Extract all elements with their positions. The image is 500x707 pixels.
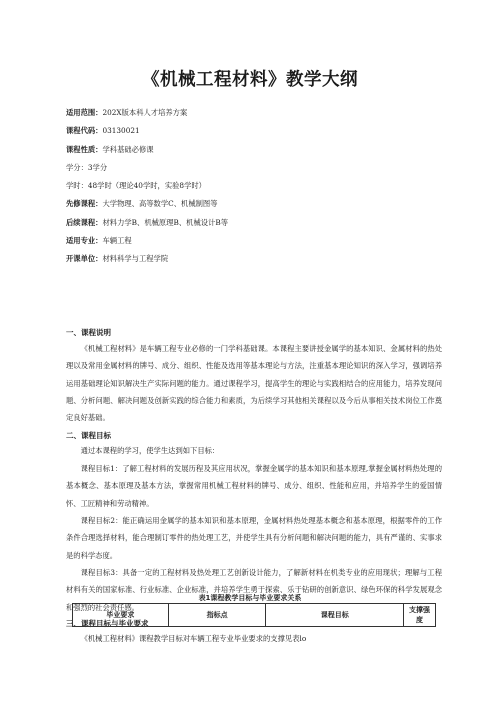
section-heading-requirements: 三、课程目标与毕业要求 bbox=[66, 619, 149, 628]
meta-value: 大学物理、高等数学C、机械制图等 bbox=[102, 199, 218, 209]
intro-paragraph: 《机械工程材料》是车辆工程专业必修的一门学科基础课。本课程主要讲授金属学的基本知识、金属材料的热处理以及常用金属材料的牌号、成分、组织、性能及选用等基本理论与方法，注重基本理论知识的深入学习，强调培养运用基础理论知识解决生产实际问题的能力。通过课程学习，提高学生的理论与实践相结合的应用能力，培养发现问题、分析问题、解决问题及创新实践的综合能力和素质，为后续学习其他相关课程以及今后从事相关技术岗位工作奠定良好基础。 bbox=[66, 344, 442, 423]
meta-value: 车辆工程 bbox=[102, 236, 132, 246]
goal-1-paragraph: 课程目标1：了解工程材料的发展历程及其应用状况，掌握金属学的基本知识和基本原理,掌握金属材料热处理的基本概念、基本原理及基本方法，掌握常用机械工程材料的牌号、成分、组织、性能和应用，并培养学生的爱国情怀、工匠精神和劳动精神。 bbox=[66, 464, 442, 508]
meta-row bbox=[66, 214, 446, 232]
meta-key: 学时： bbox=[66, 181, 88, 191]
meta-row bbox=[66, 122, 446, 140]
meta-value: 3学分 bbox=[87, 162, 108, 172]
meta-row bbox=[66, 250, 446, 268]
table-header-cell: 指标点 bbox=[168, 604, 266, 627]
meta-value: 03130021 bbox=[102, 126, 140, 136]
meta-value: 48学时（理论40学时，实验8学时） bbox=[87, 181, 206, 191]
meta-value: 学科基础必修课 bbox=[102, 144, 154, 154]
meta-key: 课程性质： bbox=[66, 144, 103, 154]
table-header-cell: 毕业要求 bbox=[73, 604, 169, 627]
meta-row bbox=[66, 195, 446, 213]
table-header-cell: 课程目标 bbox=[266, 604, 404, 627]
meta-key: 先修课程： bbox=[66, 199, 103, 209]
goals-intro: 通过本课程的学习，使学生达到如下目标： bbox=[80, 446, 220, 455]
meta-row bbox=[66, 177, 446, 195]
meta-row bbox=[66, 104, 446, 122]
meta-value: 202X版本科人才培养方案 bbox=[102, 108, 188, 117]
goal-2-paragraph: 课程目标2：能正确运用金属学的基本知识和基本原理，金属材料热处理基本概念和基本原理，根据零件的工作条件合理选择材料，能合理制订零件的热处理工艺，并使学生具有分析问题和解决问题的能力，具有严谨的、实事求是的科学态度。 bbox=[66, 516, 442, 560]
table-header-cell: 支撑强度 bbox=[404, 604, 436, 627]
course-meta bbox=[66, 104, 446, 269]
meta-key: 适用范围： bbox=[66, 108, 103, 117]
meta-key: 适用专业： bbox=[66, 236, 103, 246]
goal-3-paragraph: 课程目标3：具备一定的工程材料及热处理工艺创新设计能力，了解新材料在机类专业的应用现状；理解与工程材料有关的国家标准、行业标准、企业标准，并培养学生勇于探索、乐于钻研的创新意识、绿色环保的科学发展观念和强烈的社会责任感。 bbox=[66, 568, 442, 612]
meta-key: 学分： bbox=[66, 162, 88, 172]
meta-key: 开课单位： bbox=[66, 254, 103, 264]
meta-key: 后续课程： bbox=[66, 217, 103, 227]
meta-row bbox=[66, 232, 446, 250]
table-caption: 表1课程教学目标与毕业要求关系 bbox=[198, 594, 302, 602]
section-heading-intro: 一、课程说明 bbox=[66, 328, 111, 337]
document-title: 《机械工程材料》教学大纲 bbox=[142, 70, 358, 90]
meta-value: 材料科学与工程学院 bbox=[102, 254, 169, 264]
meta-key: 课程代码： bbox=[66, 126, 103, 136]
meta-row bbox=[66, 159, 446, 177]
meta-row bbox=[66, 141, 446, 159]
section-heading-goals: 二、课程目标 bbox=[66, 431, 111, 440]
meta-value: 材料力学B、机械原理B、机械设计B等 bbox=[102, 217, 229, 227]
requirements-paragraph: 《机械工程材料》课程教学目标对车辆工程专业毕业要求的支撑见表lo bbox=[80, 634, 307, 643]
